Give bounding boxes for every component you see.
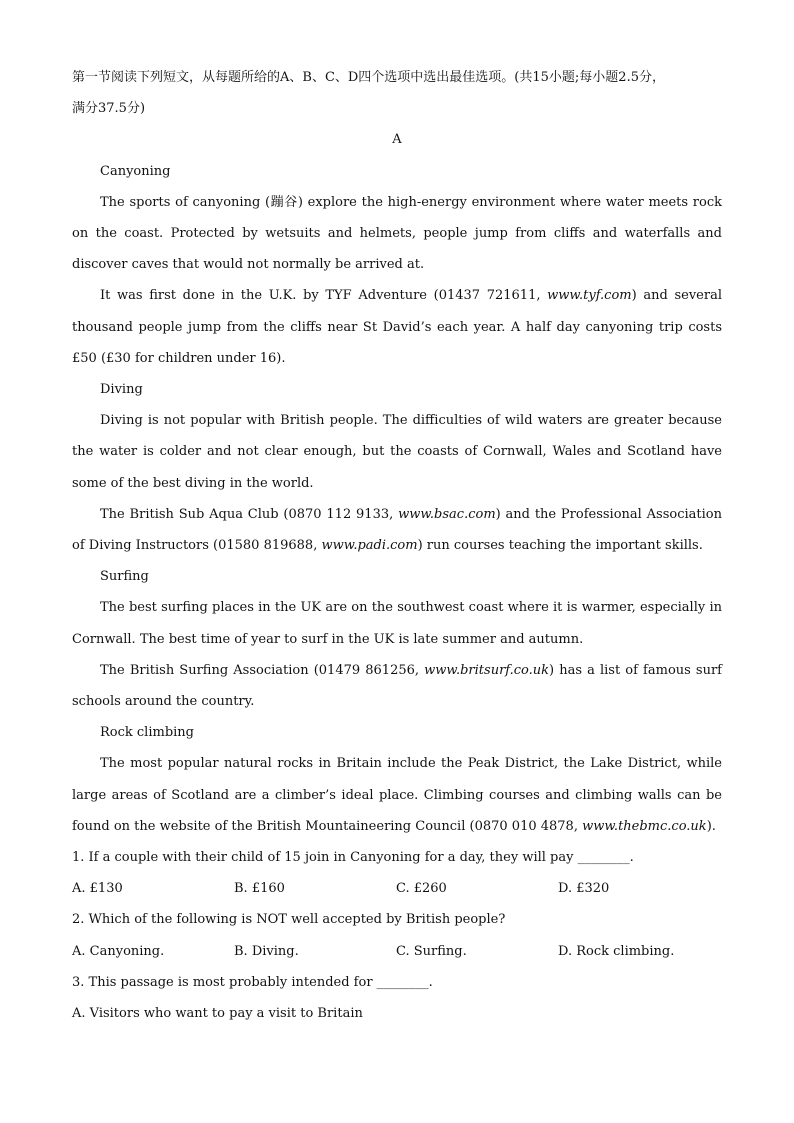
section-title-rock-climbing: Rock climbing	[100, 725, 195, 741]
text-span: ) run courses teaching the important skills.	[417, 538, 703, 554]
question-3-stem: 3. This passage is most probably intended for ________.	[72, 974, 433, 990]
q2-option-d: D. Rock climbing.	[558, 943, 675, 959]
climbing-paragraph-1	[72, 748, 722, 842]
passage-label: A	[392, 132, 402, 148]
text-span: It was first done in the U.K. by TYF Adventure (01437 721611,	[100, 288, 548, 304]
padi-url: www.padi.com	[321, 538, 418, 554]
text-span: ) and several thousand people jump from the cliffs near St David’s each year. A half day canyoning trip costs £50 (£30 for children under 16).	[72, 288, 722, 366]
q1-option-c: C. £260	[396, 881, 447, 897]
text-span: The most popular natural rocks in Britain include the Peak District, the Lake District, while large areas of Scotland are a climber’s ideal place. Climbing courses and climbing walls can be found on the website of the British Mountaineering Council (0870 010 4878,	[72, 756, 722, 834]
text-span: ) has a list of famous surf schools around the country.	[72, 662, 722, 710]
text-span: The British Surfing Association (01479 861256,	[100, 662, 425, 678]
question-1-stem: 1. If a couple with their child of 15 join in Canyoning for a day, they will pay ________.	[72, 850, 634, 866]
text-span: ).	[706, 818, 716, 834]
surfing-paragraph-2	[72, 655, 722, 717]
question-1-options	[72, 873, 722, 904]
q2-option-b: B. Diving.	[234, 943, 299, 959]
britsurf-url: www.britsurf.co.uk	[424, 662, 550, 678]
instruction-line-2: 满分37.5分)	[72, 101, 146, 117]
q1-option-d: D. £320	[558, 881, 610, 897]
q3-option-a: A. Visitors who want to pay a visit to Britain	[72, 1006, 363, 1022]
section-title-diving: Diving	[100, 382, 143, 398]
canyoning-paragraph-2	[72, 280, 722, 374]
q2-option-c: C. Surfing.	[396, 943, 467, 959]
question-2-options	[72, 936, 722, 967]
surfing-paragraph-1: The best surfing places in the UK are on the southwest coast where it is warmer, especially in Cornwall. The best time of year to surf in the UK is late summer and autumn.	[72, 600, 722, 647]
tyf-url: www.tyf.com	[547, 288, 632, 304]
question-2-stem: 2. Which of the following is NOT well accepted by British people?	[72, 912, 506, 928]
section-title-canyoning: Canyoning	[100, 163, 171, 179]
section-title-surfing: Surfing	[100, 569, 149, 585]
canyoning-paragraph-1: The sports of canyoning (蹦谷) explore the high-energy environment where water meets rock on the coast. Protected by wetsuits and helmets, people jump from cliffs and waterfalls and discover caves that would not normally be arrived at.	[72, 194, 722, 273]
bsac-url: www.bsac.com	[398, 506, 496, 522]
text-span: ) and the Professional Association of Diving Instructors (01580 819688,	[72, 506, 722, 554]
q1-option-a: A. £130	[72, 881, 123, 897]
instruction-line-1: 第一节阅读下列短文，从每题所给的A、B、C、D四个选项中选出最佳选项。(共15小题;每小题2.5分，	[72, 70, 665, 85]
thebmc-url: www.thebmc.co.uk	[582, 818, 707, 834]
text-span: The British Sub Aqua Club (0870 112 9133,	[100, 506, 399, 522]
q2-option-a: A. Canyoning.	[72, 943, 165, 959]
diving-paragraph-2	[72, 499, 722, 561]
exam-page	[72, 62, 722, 1029]
diving-paragraph-1: Diving is not popular with British people. The difficulties of wild waters are greater because the water is colder and not clear enough, but the coasts of Cornwall, Wales and Scotland have some of the best diving in the world.	[72, 413, 722, 491]
q1-option-b: B. £160	[234, 881, 285, 897]
